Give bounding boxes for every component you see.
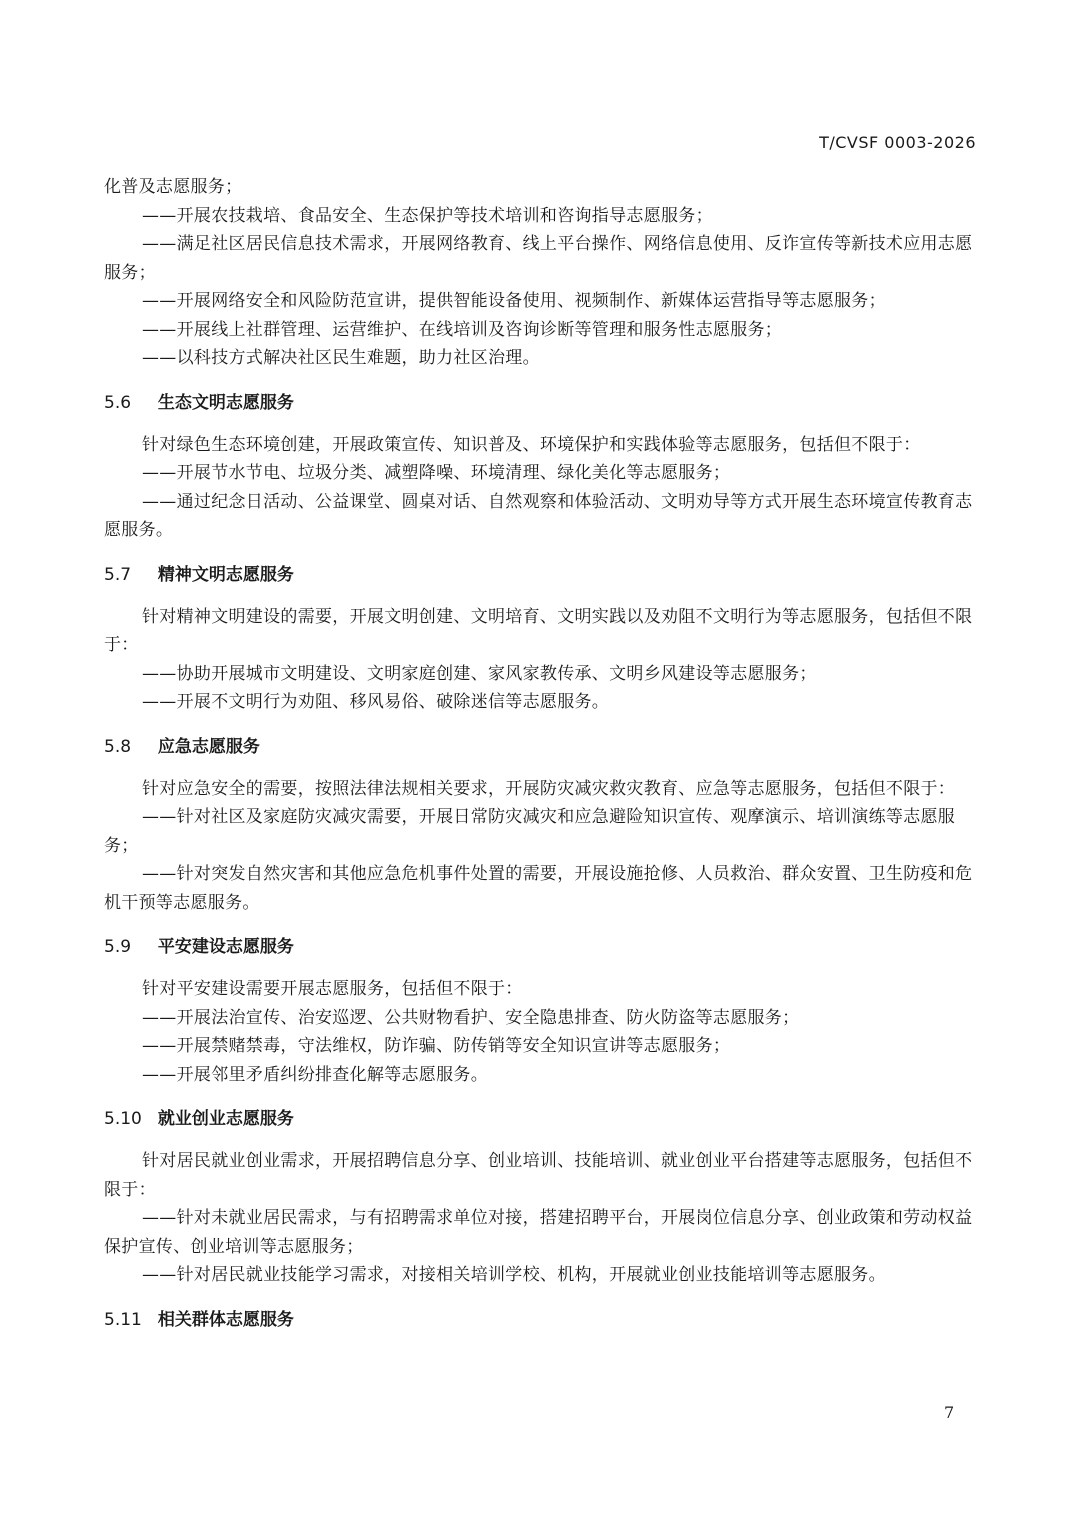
list-item: ——开展禁赌禁毒，守法维权，防诈骗、防传销等安全知识宣讲等志愿服务； <box>142 1036 731 1056</box>
section-heading-5-11 <box>104 1306 978 1334</box>
document-code: T/CVSF 0003-2026 <box>819 133 976 152</box>
section-intro: 针对应急安全的需要，按照法律法规相关要求，开展防灾减灾救灾教育、应急等志愿服务，包括但不限于： <box>142 778 956 799</box>
section-title: 就业创业志愿服务 <box>157 1109 294 1129</box>
section-number: 5.9 <box>104 937 132 957</box>
section-number: 5.11 <box>104 1309 142 1330</box>
list-item: ——开展邻里矛盾纠纷排查化解等志愿服务。 <box>142 1064 488 1085</box>
list-item: ——开展线上社群管理、运营维护、在线培训及咨询诊断等管理和服务性志愿服务； <box>142 319 783 340</box>
list-item: ——以科技方式解决社区民生难题，助力社区治理。 <box>142 348 540 368</box>
section-intro: 针对平安建设需要开展志愿服务，包括但不限于： <box>142 979 523 999</box>
list-item: ——开展不文明行为劝阻、移风易俗、破除迷信等志愿服务。 <box>142 692 610 712</box>
list-item: ——满足社区居民信息技术需求，开展网络教育、线上平台操作、网络信息使用、反诈宣传等新技术应用志愿服务； <box>104 234 973 283</box>
section-heading-5-8 <box>104 733 978 761</box>
list-item: ——针对居民就业技能学习需求，对接相关培训学校、机构，开展就业创业技能培训等志愿服务。 <box>142 1265 886 1285</box>
section-title: 精神文明志愿服务 <box>157 564 294 585</box>
section-number: 5.7 <box>104 564 132 585</box>
document-body <box>104 173 978 1348</box>
section-title: 平安建设志愿服务 <box>157 937 294 957</box>
section-intro: 针对精神文明建设的需要，开展文明创建、文明培育、文明实践以及劝阻不文明行为等志愿服务，包括但不限于： <box>104 606 973 655</box>
section-heading-5-7 <box>104 561 978 589</box>
section-intro: 针对居民就业创业需求，开展招聘信息分享、创业培训、技能培训、就业创业平台搭建等志愿服务，包括但不限于： <box>104 1151 973 1200</box>
section-title: 生态文明志愿服务 <box>157 392 294 413</box>
list-item: ——开展农技栽培、食品安全、生态保护等技术培训和咨询指导志愿服务； <box>142 205 713 226</box>
list-item: ——开展法治宣传、治安巡逻、公共财物看护、安全隐患排查、防火防盗等志愿服务； <box>142 1007 800 1028</box>
list-item: ——针对突发自然灾害和其他应急危机事件处置的需要，开展设施抢修、人员救治、群众安置、卫生防疫和危机干预等志愿服务。 <box>104 864 973 913</box>
list-item: ——通过纪念日活动、公益课堂、圆桌对话、自然观察和体验活动、文明劝导等方式开展生态环境宣传教育志愿服务。 <box>104 491 973 540</box>
section-heading-5-10 <box>104 1105 978 1133</box>
section-number: 5.6 <box>104 392 132 413</box>
section-number: 5.10 <box>104 1109 142 1129</box>
section-number: 5.8 <box>104 736 132 757</box>
section-title: 相关群体志愿服务 <box>157 1309 294 1330</box>
section-heading-5-6 <box>104 389 978 417</box>
list-item: ——协助开展城市文明建设、文明家庭创建、家风家教传承、文明乡风建设等志愿服务； <box>142 663 817 684</box>
list-item: ——开展节水节电、垃圾分类、减塑降噪、环境清理、绿化美化等志愿服务； <box>142 463 731 483</box>
page-number: 7 <box>944 1403 955 1422</box>
continued-line: 化普及志愿服务； <box>104 177 243 197</box>
list-item: ——开展网络安全和风险防范宣讲，提供智能设备使用、视频制作、新媒体运营指导等志愿服务； <box>142 291 886 311</box>
list-item: ——针对未就业居民需求，与有招聘需求单位对接，搭建招聘平台，开展岗位信息分享、创业政策和劳动权益保护宣传、创业培训等志愿服务； <box>104 1208 973 1257</box>
section-title: 应急志愿服务 <box>157 736 260 757</box>
section-heading-5-9 <box>104 933 978 961</box>
section-intro: 针对绿色生态环境创建，开展政策宣传、知识普及、环境保护和实践体验等志愿服务，包括但不限于： <box>142 434 921 455</box>
list-item: ——针对社区及家庭防灾减灾需要，开展日常防灾减灾和应急避险知识宣传、观摩演示、培训演练等志愿服务； <box>104 807 956 856</box>
